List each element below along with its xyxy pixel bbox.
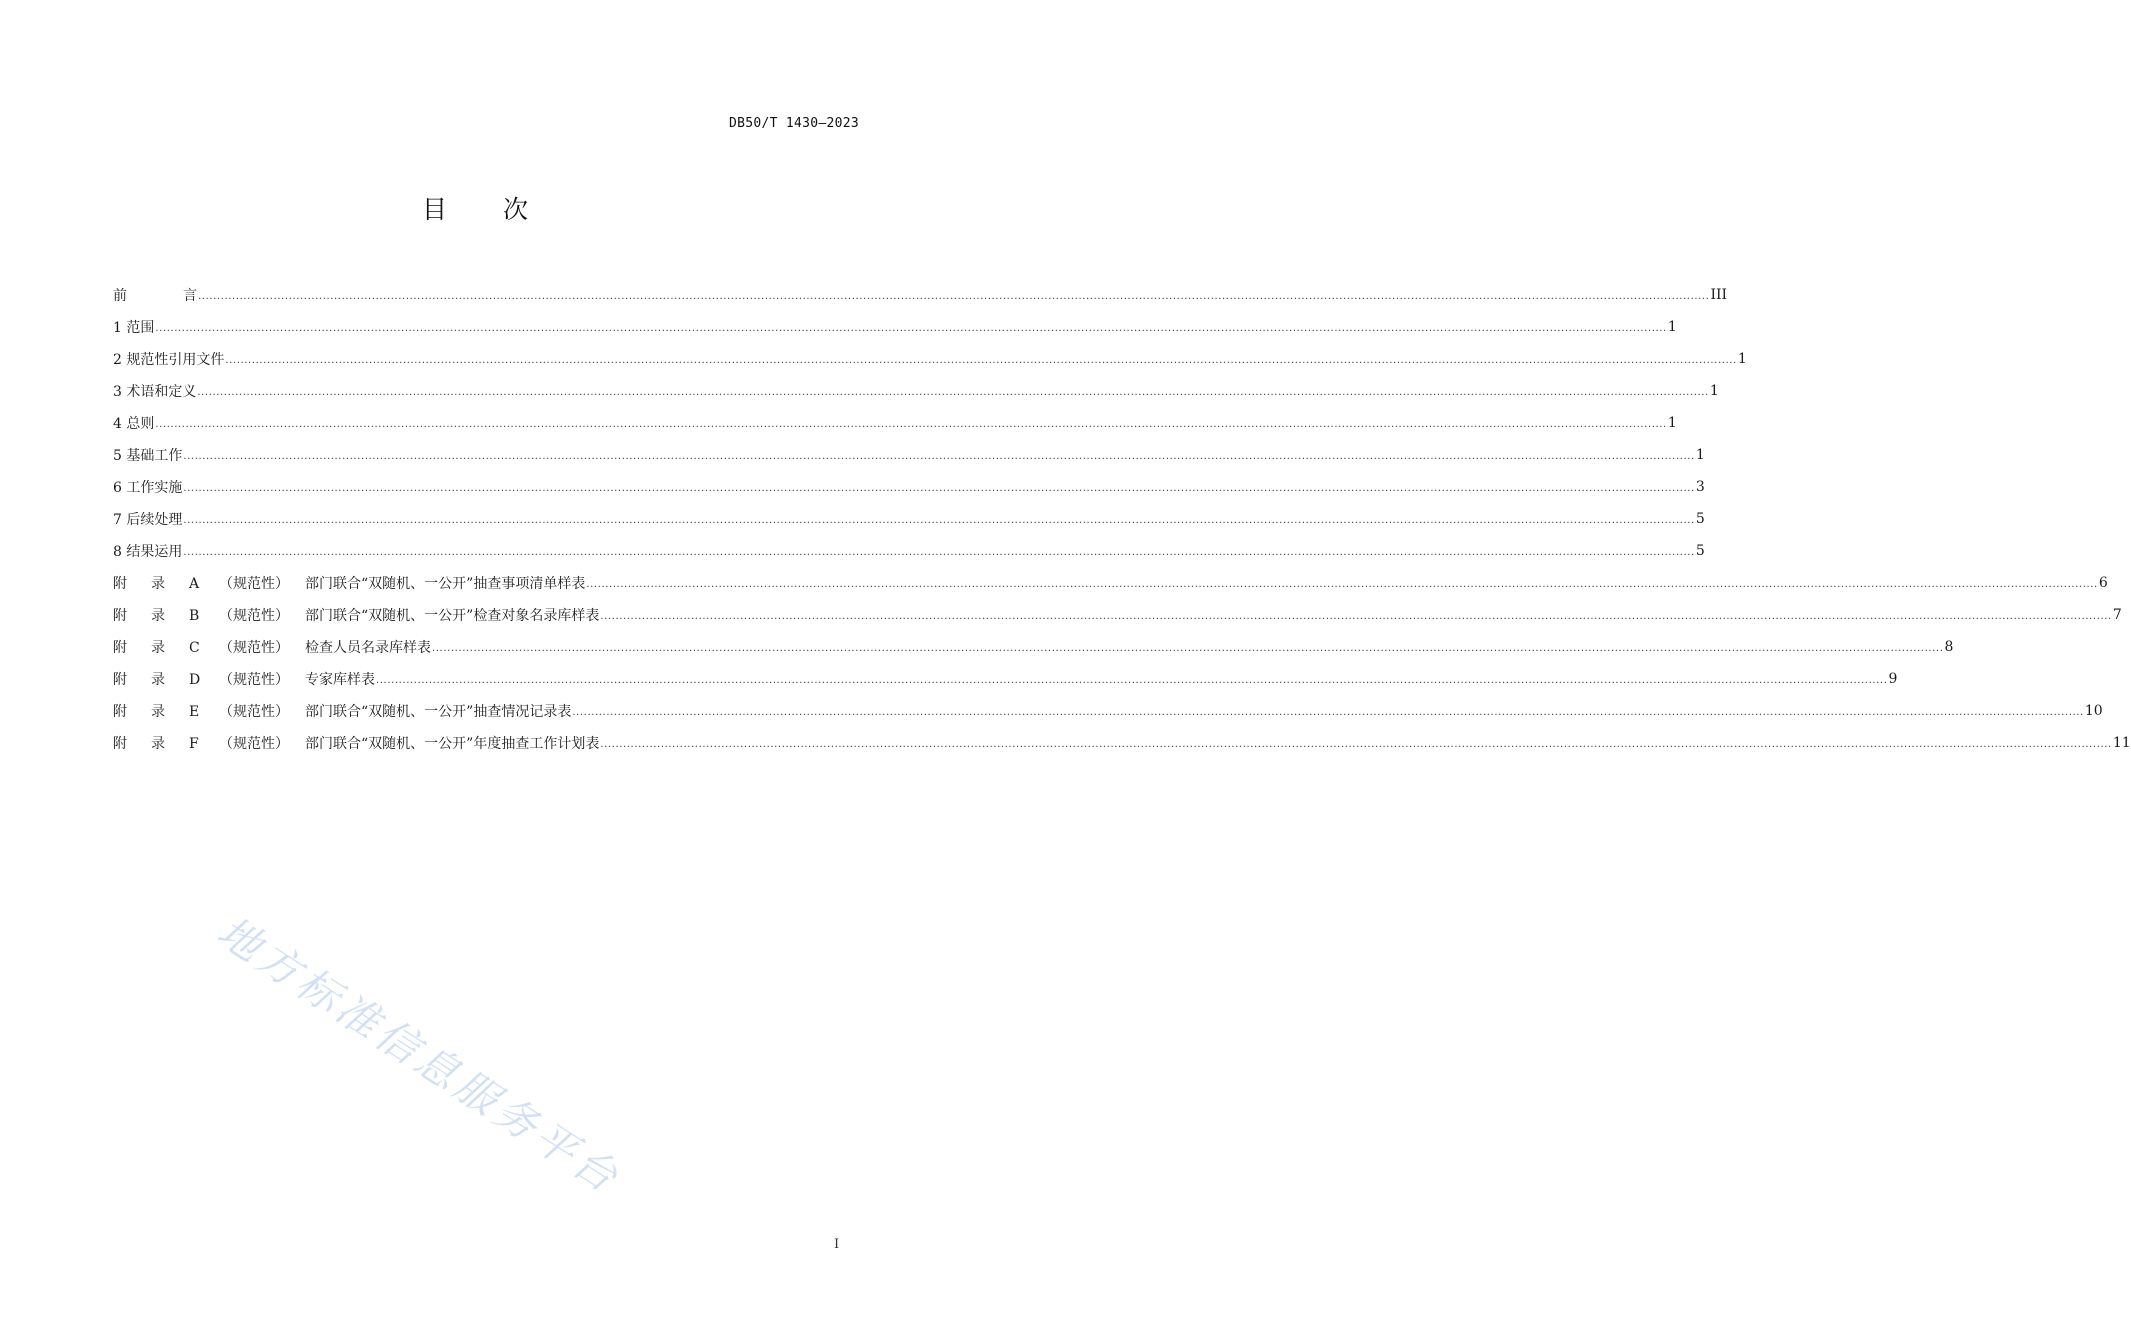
- toc-entry-label: 6 工作实施: [113, 480, 183, 496]
- toc-entry-label: 4 总则: [113, 416, 155, 432]
- toc-entry-page: 7: [2112, 607, 2122, 623]
- title-char-1: 目: [421, 195, 447, 224]
- leader-dots: ................................................................................................................................................................................................................................................................................................................................................................................................................: [432, 642, 1944, 654]
- leader-dots: ................................................................................................................................................................................................................................................................................................................................................................................................................: [183, 546, 1695, 558]
- page-title: [0, 190, 950, 226]
- toc-entry[interactable]: [113, 311, 1677, 343]
- watermark: 地方标准信息服务平台: [208, 906, 630, 1204]
- toc-entry-label: 附 录 A （规范性） 部门联合“双随机、一公开”抽查事项清单样表: [113, 576, 586, 592]
- toc-entry-page: 11: [2112, 735, 2131, 751]
- toc-appendix-entry[interactable]: [113, 727, 2131, 759]
- toc-appendix-entry[interactable]: [113, 631, 1954, 663]
- toc-appendix-entry[interactable]: [113, 567, 2108, 599]
- toc-entry-page: 8: [1944, 639, 1954, 655]
- leader-dots: ................................................................................................................................................................................................................................................................................................................................................................................................................: [600, 610, 2112, 622]
- leader-dots: ................................................................................................................................................................................................................................................................................................................................................................................................................: [183, 482, 1695, 494]
- toc-entry-label: 前 言: [113, 288, 197, 304]
- leader-dots: ................................................................................................................................................................................................................................................................................................................................................................................................................: [183, 514, 1695, 526]
- document-number: DB50/T 1430—2023: [728, 116, 859, 131]
- toc-entry-label: 附 录 C （规范性） 检查人员名录库样表: [113, 640, 431, 656]
- leader-dots: ................................................................................................................................................................................................................................................................................................................................................................................................................: [600, 738, 2112, 750]
- toc-entry-page: 5: [1695, 543, 1705, 559]
- toc-appendix-entry[interactable]: [113, 695, 2103, 727]
- toc-entry-page: 1: [1695, 447, 1705, 463]
- toc-entry-label: 附 录 D （规范性） 专家库样表: [113, 672, 375, 688]
- toc-entry-label: 附 录 F （规范性） 部门联合“双随机、一公开”年度抽查工作计划表: [113, 736, 600, 752]
- toc-entry-preface[interactable]: [113, 279, 1728, 311]
- leader-dots: ................................................................................................................................................................................................................................................................................................................................................................................................................: [183, 450, 1695, 462]
- toc-entry[interactable]: [113, 375, 1719, 407]
- leader-dots: ................................................................................................................................................................................................................................................................................................................................................................................................................: [198, 290, 1710, 302]
- toc-entry[interactable]: [113, 343, 1747, 375]
- toc-entry-page: 6: [2098, 575, 2108, 591]
- toc-entry[interactable]: [113, 503, 1705, 535]
- toc-entry-page: III: [1710, 287, 1728, 303]
- leader-dots: ................................................................................................................................................................................................................................................................................................................................................................................................................: [376, 674, 1888, 686]
- toc-entry-page: 1: [1709, 383, 1719, 399]
- toc-entry-page: 9: [1888, 671, 1898, 687]
- toc-entry-label: 5 基础工作: [113, 448, 183, 464]
- toc-entry-label: 附 录 B （规范性） 部门联合“双随机、一公开”检查对象名录库样表: [113, 608, 600, 624]
- toc-entry-page: 3: [1695, 479, 1705, 495]
- toc-entry-label: 2 规范性引用文件: [113, 352, 225, 368]
- table-of-contents: [113, 279, 2131, 759]
- toc-entry-page: 1: [1667, 415, 1677, 431]
- leader-dots: ................................................................................................................................................................................................................................................................................................................................................................................................................: [155, 322, 1667, 334]
- toc-entry-label: 1 范围: [113, 320, 155, 336]
- leader-dots: ................................................................................................................................................................................................................................................................................................................................................................................................................: [155, 418, 1667, 430]
- toc-entry[interactable]: [113, 439, 1705, 471]
- leader-dots: ................................................................................................................................................................................................................................................................................................................................................................................................................: [586, 578, 2098, 590]
- toc-entry[interactable]: [113, 471, 1705, 503]
- toc-entry-label: 附 录 E （规范性） 部门联合“双随机、一公开”抽查情况记录表: [113, 704, 572, 720]
- toc-appendix-entry[interactable]: [113, 599, 2122, 631]
- toc-entry-page: 1: [1667, 319, 1677, 335]
- toc-entry-page: 10: [2084, 703, 2103, 719]
- toc-entry[interactable]: [113, 535, 1705, 567]
- toc-entry-page: 5: [1695, 511, 1705, 527]
- toc-entry-label: 3 术语和定义: [113, 384, 197, 400]
- toc-entry-page: 1: [1737, 351, 1747, 367]
- toc-entry-label: 8 结果运用: [113, 544, 183, 560]
- toc-entry[interactable]: [113, 407, 1677, 439]
- leader-dots: ................................................................................................................................................................................................................................................................................................................................................................................................................: [572, 706, 2084, 718]
- title-char-2: 次: [503, 195, 529, 224]
- leader-dots: ................................................................................................................................................................................................................................................................................................................................................................................................................: [197, 386, 1709, 398]
- toc-entry-label: 7 后续处理: [113, 512, 183, 528]
- toc-appendix-entry[interactable]: [113, 663, 1898, 695]
- leader-dots: ................................................................................................................................................................................................................................................................................................................................................................................................................: [225, 354, 1737, 366]
- page-number: I: [834, 1237, 840, 1252]
